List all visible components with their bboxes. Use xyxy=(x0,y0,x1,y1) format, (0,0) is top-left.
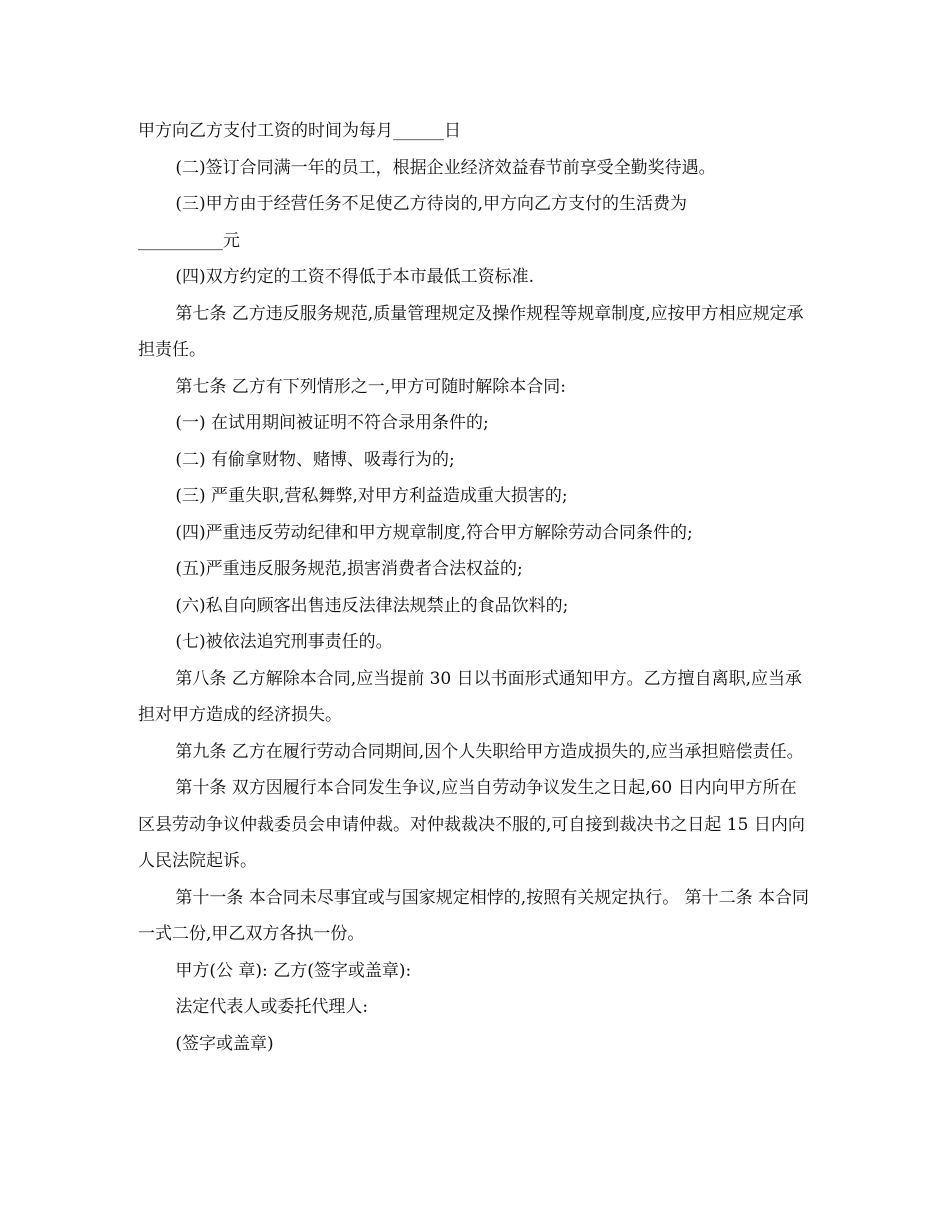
signature-representative-line: 法定代表人或委托代理人: xyxy=(175,997,369,1017)
contract-body xyxy=(138,113,813,1062)
paragraph-article-11-12: 第十一条 本合同未尽事宜或与国家规定相悖的,按照有关规定执行。 第十二条 本合同一式二份,甲乙双方各执一份。 xyxy=(138,887,810,944)
list-item-prohibited-sales: (六)私自向顾客出售违反法律法规禁止的食品饮料的; xyxy=(175,595,569,616)
list-item-probation: (一) 在试用期间被证明不符合录用条件的; xyxy=(175,413,489,433)
signature-party-line: 甲方(公 章): 乙方(签字或盖章): xyxy=(175,960,412,981)
list-item-discipline: (四)严重违反劳动纪律和甲方规章制度,符合甲方解除劳动合同条件的; xyxy=(175,522,693,543)
list-item-theft: (二) 有偷拿财物、赌博、吸毒行为的; xyxy=(175,449,455,470)
paragraph-minimum-wage: (四)双方约定的工资不得低于本市最低工资标准. xyxy=(175,267,535,287)
paragraph-article-8: 第八条 乙方解除本合同,应当提前 30 日以书面形式通知甲方。乙方擅自离职,应当承担对甲方造成的经济损失。 xyxy=(138,668,803,725)
paragraph-pay-date: 甲方向乙方支付工资的时间为每月______日 xyxy=(138,121,461,141)
paragraph-article-10: 第十条 双方因履行本合同发生争议,应当自劳动争议发生之日起,60 日内向甲方所在区县劳动争议仲裁委员会申请仲裁。对仲裁裁决不服的,可自接到裁决书之日起 15 日内向人民法院起诉。 xyxy=(138,778,805,871)
paragraph-article-9: 第九条 乙方在履行劳动合同期间,因个人失职给甲方造成损失的,应当承担赔偿责任。 xyxy=(175,741,804,762)
list-item-service-violation: (五)严重违反服务规范,损害消费者合法权益的; xyxy=(175,559,523,579)
list-item-misconduct: (三) 严重失职,营私舞弊,对甲方利益造成重大损害的; xyxy=(175,486,568,506)
paragraph-allowance-amount: __________元 xyxy=(138,230,240,251)
paragraph-article-7-termination: 第七条 乙方有下列情形之一,甲方可随时解除本合同: xyxy=(175,376,566,397)
signature-seal-line: (签字或盖章) xyxy=(175,1033,274,1054)
paragraph-standby-allowance: (三)甲方由于经营任务不足使乙方待岗的,甲方向乙方支付的生活费为 xyxy=(175,194,688,214)
paragraph-attendance-bonus: (二)签订合同满一年的员工，根据企业经济效益春节前享受全勤奖待遇。 xyxy=(175,157,716,178)
list-item-criminal: (七)被依法追究刑事责任的。 xyxy=(175,632,393,652)
paragraph-article-7-rules: 第七条 乙方违反服务规范,质量管理规定及操作规程等规章制度,应按甲方相应规定承担责任。 xyxy=(138,303,804,360)
